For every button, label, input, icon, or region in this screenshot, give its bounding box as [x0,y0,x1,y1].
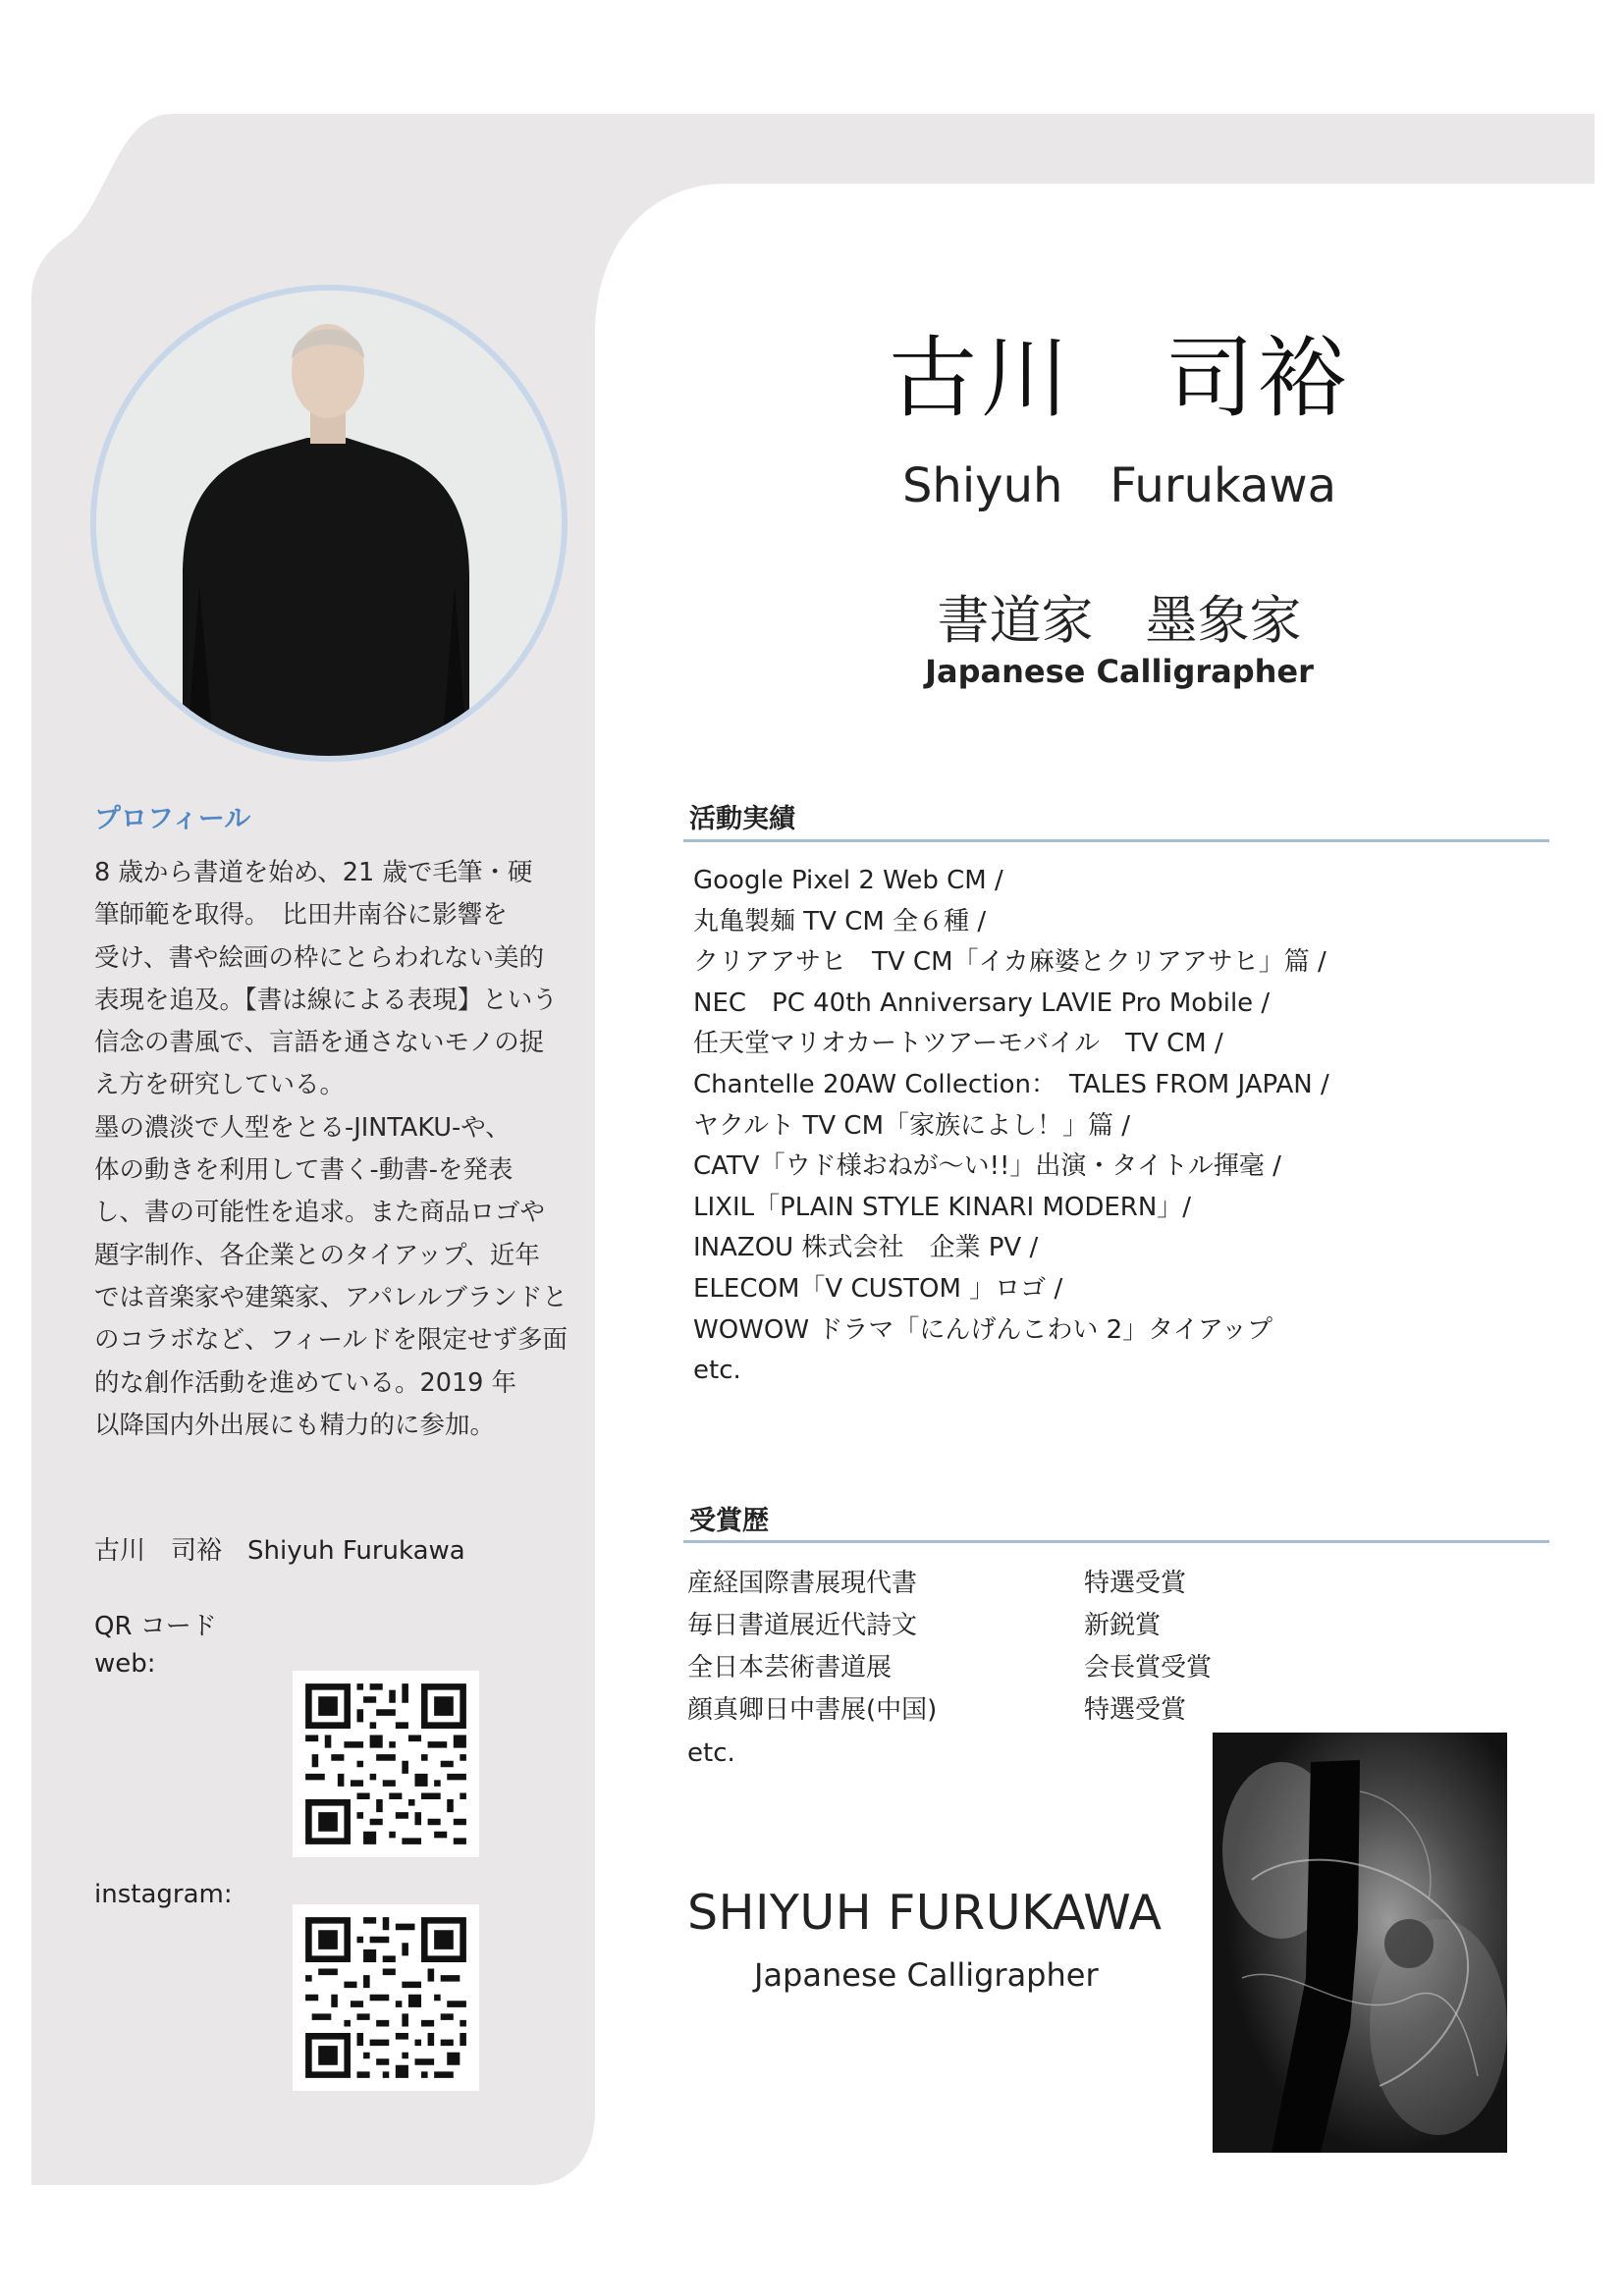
title-english: Japanese Calligrapher [925,653,1314,690]
award-name: 顔真卿日中書展(中国) [687,1695,938,1725]
award-name: 全日本芸術書道展 [687,1653,893,1682]
list-item: CATV「ウド様おねが〜い!!」出演・タイトル揮毫 / [693,1151,1281,1182]
list-item: LIXIL「PLAIN STYLE KINARI MODERN」/ [693,1192,1192,1222]
works-list [693,861,1329,1392]
name-japanese: 古川 司裕 [889,327,1350,430]
award-prize: 特選受賞 [1084,1695,1187,1725]
qr-code-label: QR コード [94,1612,217,1641]
name-english: Shiyuh Furukawa [901,458,1337,513]
award-name: 毎日書道展近代詩文 [687,1611,918,1640]
award-row [687,1689,1212,1732]
brand-subtitle: Japanese Calligrapher [754,1956,1099,1994]
list-item: Chantelle 20AW Collection： TALES FROM JAPAN / [693,1069,1329,1099]
qr-code-icon [293,1671,479,1857]
list-item: クリアアサヒ TV CM「イカ麻婆とクリアアサヒ」篇 / [693,947,1326,978]
instagram-label: instagram: [94,1880,233,1909]
instagram-qr-code[interactable] [293,1904,479,2091]
list-item: etc. [693,1356,741,1386]
works-heading: 活動実績 [689,804,795,834]
list-item: 任天堂マリオカートツアーモバイル TV CM / [693,1029,1223,1059]
awards-heading: 受賞歴 [689,1506,769,1536]
awards-list [687,1563,1212,1732]
calligraphy-artwork [1213,1733,1507,2153]
profile-photo [90,285,568,762]
award-name: 産経国際書展現代書 [687,1569,918,1598]
award-row [687,1647,1212,1689]
list-item: ヤクルト TV CM「家族によし！」篇 / [693,1110,1131,1141]
award-prize: 特選受賞 [1084,1569,1187,1598]
ink-artwork-icon [1213,1733,1507,2153]
list-item: ELECOM「V CUSTOM 」ロゴ / [693,1273,1063,1304]
list-item: INAZOU 株式会社 企業 PV / [693,1233,1039,1263]
awards-etc: etc. [687,1738,735,1768]
profile-body: 8 歳から書道を始め、21 歳で毛筆・硬 筆師範を取得。 比田井南谷に影響を 受け、書や絵画の枠にとらわれない美的 表現を追及。【書は線による表現】という 信念の書風で、言語を通さないモノの捉 え方を研究している。 墨の濃淡で人型をとる-JINTAKU-や、 体の動きを利用して書く-動書-を発表 し、書の可能性を追求。また商品ロゴや 題字制作、各企業とのタイアップ、近年 では音楽家や建築家、アパレルブランドと のコラボなど、フィールドを限定せず多面 的な創作活動を進めている。2019 年 以降国内外出展にも精力的に参加。 [94,858,568,1440]
award-prize: 新鋭賞 [1084,1611,1162,1640]
web-label: web: [94,1649,156,1679]
contact-name: 古川 司裕 Shiyuh Furukawa [94,1536,465,1566]
works-divider [683,839,1549,842]
list-item: Google Pixel 2 Web CM / [693,866,1003,895]
award-prize: 会長賞受賞 [1084,1653,1213,1682]
award-row [687,1563,1212,1605]
qr-code-icon [293,1904,479,2091]
list-item: NEC PC 40th Anniversary LAVIE Pro Mobile / [693,988,1271,1018]
profile-heading: プロフィール [94,804,251,834]
title-japanese: 書道家 墨象家 [937,591,1302,651]
awards-divider [683,1540,1549,1543]
list-item: WOWOW ドラマ「にんげんこわい 2」タイアップ [693,1314,1273,1345]
brand-name: SHIYUH FURUKAWA [687,1885,1163,1941]
person-silhouette-icon [96,291,562,756]
award-row [687,1605,1212,1647]
web-qr-code[interactable] [293,1671,479,1857]
list-item: 丸亀製麺 TV CM 全６種 / [693,906,987,936]
